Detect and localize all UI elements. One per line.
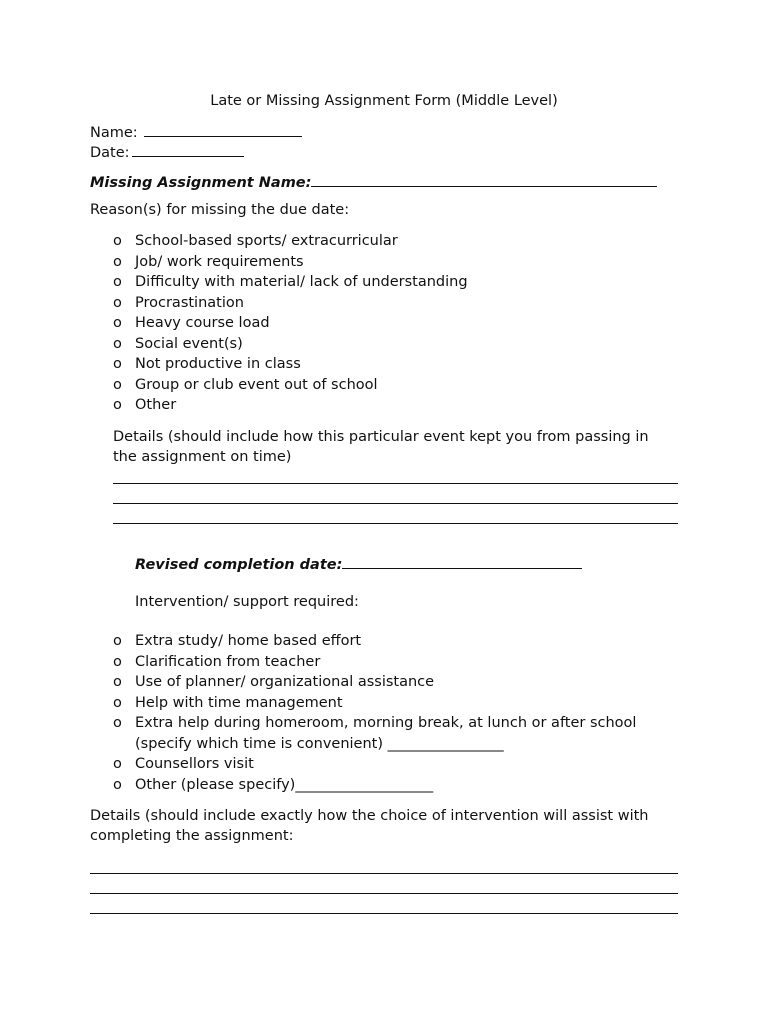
name-field[interactable]	[144, 122, 302, 137]
revised-date-row	[135, 554, 582, 573]
date-field[interactable]	[132, 142, 244, 157]
reason-item[interactable]: o Not productive in class	[135, 354, 468, 375]
checkbox-icon: o	[113, 294, 122, 311]
intervention-item[interactable]: o Extra study/ home based effort	[135, 631, 636, 652]
reasons-list	[113, 231, 468, 416]
checkbox-icon: o	[113, 715, 122, 731]
reason-item[interactable]: o Procrastination	[135, 293, 468, 314]
checkbox-icon: o	[113, 315, 122, 331]
intervention-item[interactable]: o Clarification from teacher	[135, 652, 636, 673]
checkbox-icon: o	[113, 674, 122, 690]
missing-assignment-label: Missing Assignment Name:	[90, 175, 312, 191]
intervention-item[interactable]: o Use of planner/ organizational assistance	[135, 672, 636, 693]
checkbox-icon: o	[113, 776, 122, 793]
checkbox-icon: o	[113, 274, 122, 290]
name-label: Name:	[90, 125, 143, 141]
details-reason-text: Details (should include how this particular event kept you from passing in the assignment on time)	[113, 429, 649, 465]
reason-item[interactable]: o Social event(s)	[135, 334, 468, 355]
checkbox-icon: o	[113, 253, 122, 270]
date-row	[90, 142, 244, 161]
reason-item[interactable]: o Other	[135, 395, 468, 416]
date-label: Date:	[90, 145, 130, 161]
missing-assignment-field[interactable]	[311, 172, 657, 187]
reason-item[interactable]: o Difficulty with material/ lack of understanding	[135, 272, 468, 293]
checkbox-icon: o	[113, 397, 122, 413]
revised-date-label: Revised completion date:	[135, 557, 343, 573]
checkbox-icon: o	[113, 653, 122, 670]
checkbox-icon: o	[113, 335, 122, 352]
intervention-item[interactable]: o Help with time management	[135, 693, 636, 714]
reason-item[interactable]: o Group or club event out of school	[135, 375, 468, 396]
reasons-heading: Reason(s) for missing the due date:	[90, 202, 350, 218]
checkbox-icon: o	[113, 694, 122, 711]
form-title: Late or Missing Assignment Form (Middle Level)	[210, 93, 558, 109]
intervention-item[interactable]: o Extra help during homeroom, morning break, at lunch or after school	[135, 713, 636, 734]
revised-date-field[interactable]	[342, 554, 582, 569]
missing-assignment-row	[90, 172, 657, 191]
details-intervention-line[interactable]	[90, 913, 678, 914]
intervention-item-continuation[interactable]: (specify which time is convenient) ________________	[135, 735, 504, 752]
details-reason-line[interactable]	[113, 483, 678, 484]
intervention-item[interactable]: o Other (please specify)___________________	[135, 775, 636, 796]
reason-item[interactable]: o Heavy course load	[135, 313, 468, 334]
name-row	[90, 122, 302, 141]
checkbox-icon: o	[113, 356, 122, 372]
details-intervention-text: Details (should include exactly how the choice of intervention will assist with completing the assignment:	[90, 808, 649, 844]
details-intervention-line[interactable]	[90, 893, 678, 894]
reason-item[interactable]: o School-based sports/ extracurricular	[135, 231, 468, 252]
checkbox-icon: o	[113, 233, 122, 249]
checkbox-icon: o	[113, 756, 122, 772]
details-reason-line[interactable]	[113, 503, 678, 504]
intervention-heading: Intervention/ support required:	[135, 594, 359, 610]
interventions-list	[113, 631, 637, 795]
checkbox-icon: o	[113, 633, 122, 649]
details-reason-line[interactable]	[113, 523, 678, 524]
checkbox-icon: o	[113, 376, 122, 393]
intervention-item[interactable]: o Counsellors visit	[135, 754, 636, 775]
details-intervention-line[interactable]	[90, 873, 678, 874]
reason-item[interactable]: o Job/ work requirements	[135, 252, 468, 273]
